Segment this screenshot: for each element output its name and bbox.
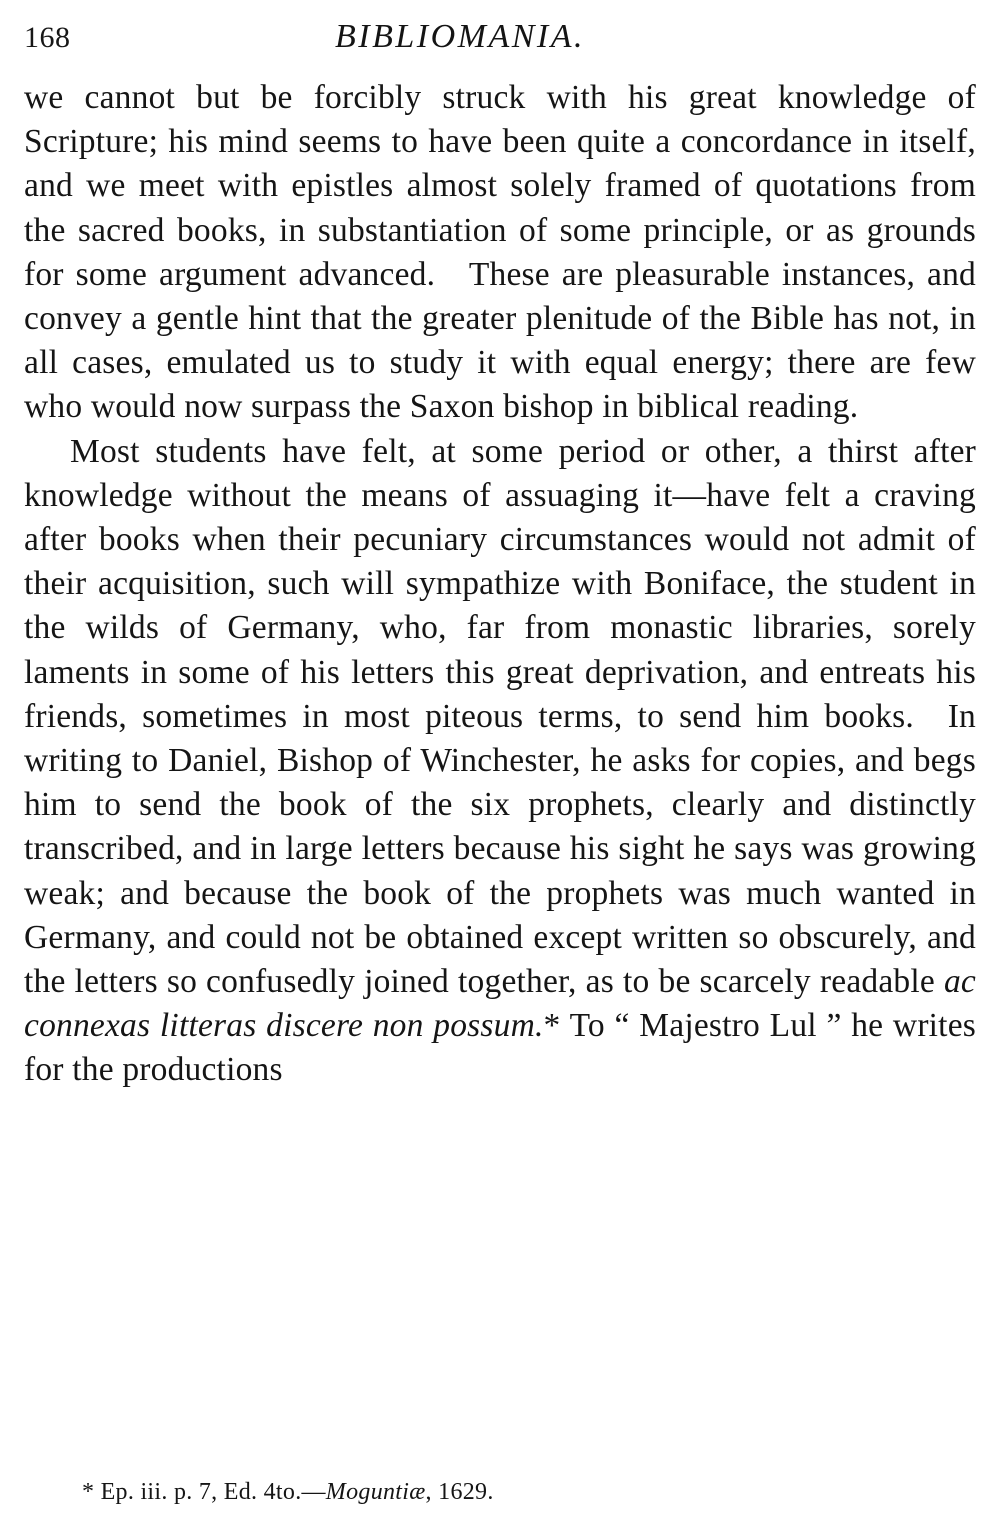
latin-quotation: ac connexas litteras discere non possum. <box>24 963 976 1045</box>
paragraph-second-text-start: Most students have felt, at some period or other, a thirst after knowledge without the means of assuaging it—have felt a craving after books when their pecuniary circumstances would not admit of their acquisition, such will sympathize with Boniface, the student in the wilds of Germany, who, far from monastic libraries, sorely laments in some of his letters this great deprivation, and entreats his friends, sometimes in most piteous terms, to send him books. In writing to Daniel, Bishop of Winchester, he asks for copies, and begs him to send the book of the six prophets, clearly and distinctly transcribed, and in large letters because his sight he says was growing weak; and because the book of the prophets was much wanted in Germany, and could not be obtained except written so obscurely, and the letters so confusedly joined together, as to be scarcely readable <box>24 432 976 1001</box>
paragraph-second <box>24 430 976 1093</box>
page-body <box>24 76 976 1093</box>
running-head <box>24 18 976 70</box>
footnote-text: * Ep. iii. p. 7, Ed. 4to.— <box>82 1479 326 1505</box>
footnote-year: , 1629. <box>425 1479 494 1505</box>
page-number: 168 <box>24 21 71 54</box>
running-title: BIBLIOMANIA. <box>334 18 585 55</box>
paragraph-second-text-end: * To “ Majestro Lul ” he writes for the productions <box>24 1007 976 1089</box>
paragraph-first: we cannot but be forcibly struck with his great knowledge of Scripture; his mind seems to have been quite a concordance in itself, and we meet with epistles almost solely framed of quotations from the sacred books, in substantiation of some principle, or as grounds for some argument advanced. These are pleasurable instances, and convey a gentle hint that the greater plenitude of the Bible has not, in all cases, emulated us to study it with equal energy; there are few who would now surpass the Saxon bishop in biblical reading. <box>24 79 976 426</box>
footnote <box>24 1477 976 1507</box>
footnote-source: Moguntiæ <box>325 1479 426 1505</box>
